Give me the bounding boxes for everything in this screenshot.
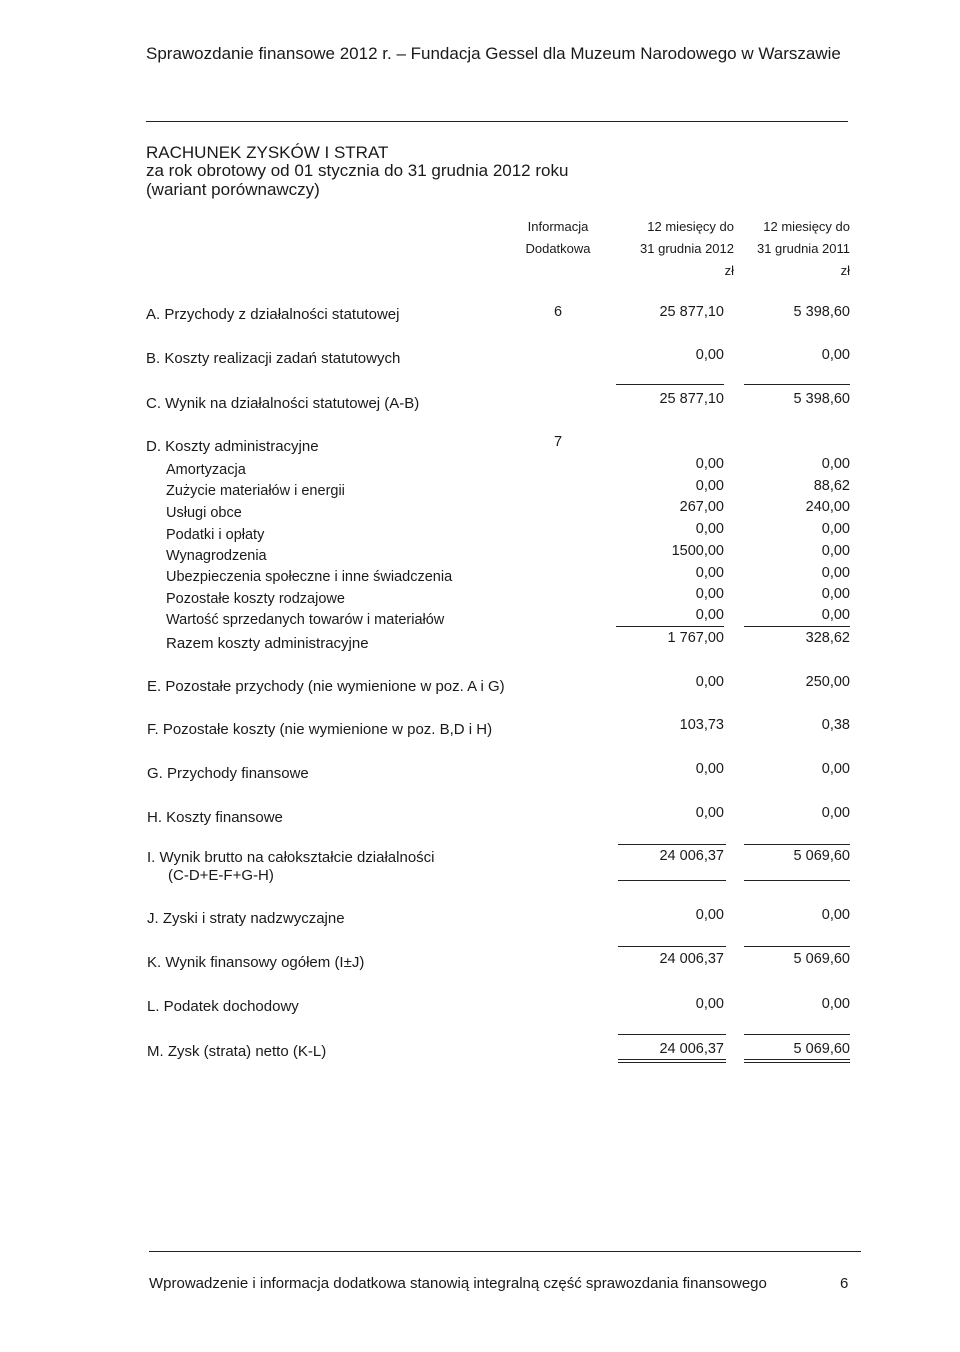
row-l-2011: 0,00 xyxy=(821,996,850,1012)
row-d-note: 7 xyxy=(554,434,563,450)
row-i-label: I. Wynik brutto na całokształcie działalności xyxy=(147,849,435,866)
row-b-2011: 0,00 xyxy=(821,347,850,363)
d-item-label: Zużycie materiałów i energii xyxy=(166,483,345,499)
d-total-2011: 328,62 xyxy=(805,630,850,646)
d-item-2011: 0,00 xyxy=(821,586,850,602)
d-item-2011: 0,00 xyxy=(821,543,850,559)
row-c-label: C. Wynik na działalności statutowej (A-B) xyxy=(146,395,420,412)
d-item-2012: 0,00 xyxy=(695,478,724,494)
footer-divider xyxy=(149,1251,861,1252)
d-item-2011: 240,00 xyxy=(805,499,850,515)
d-item-label: Ubezpieczenia społeczne i inne świadczenia xyxy=(166,569,453,585)
sum-line xyxy=(744,384,850,385)
d-item-2012: 1500,00 xyxy=(671,543,724,559)
row-a-2012: 25 877,10 xyxy=(659,304,724,320)
d-item-2012: 0,00 xyxy=(695,456,724,472)
row-j-label: J. Zyski i straty nadzwyczajne xyxy=(147,910,345,927)
report-title: RACHUNEK ZYSKÓW I STRAT xyxy=(146,143,389,162)
d-item-label: Wynagrodzenia xyxy=(166,548,267,564)
sum-line xyxy=(618,1034,726,1035)
d-total-label: Razem koszty administracyjne xyxy=(166,635,369,652)
d-item-2012: 267,00 xyxy=(679,499,724,515)
row-f-2012: 103,73 xyxy=(679,717,724,733)
row-m-label: M. Zysk (strata) netto (K-L) xyxy=(147,1043,327,1060)
row-j-2012: 0,00 xyxy=(695,907,724,923)
row-k-2011: 5 069,60 xyxy=(793,951,850,967)
row-f-2011: 0,38 xyxy=(821,717,850,733)
d-item-label: Podatki i opłaty xyxy=(166,527,265,543)
row-g-2012: 0,00 xyxy=(695,761,724,777)
row-i-2012: 24 006,37 xyxy=(659,848,724,864)
report-period: za rok obrotowy od 01 stycznia do 31 grudnia 2012 roku xyxy=(146,161,569,180)
report-variant: (wariant porównawczy) xyxy=(146,180,320,199)
row-c-2011: 5 398,60 xyxy=(793,391,850,407)
d-item-2011: 0,00 xyxy=(821,521,850,537)
row-a-2011: 5 398,60 xyxy=(793,304,850,320)
row-h-label: H. Koszty finansowe xyxy=(147,809,283,826)
double-underline xyxy=(618,1062,726,1063)
d-item-2011: 0,00 xyxy=(821,456,850,472)
row-m-2012: 24 006,37 xyxy=(659,1041,724,1057)
d-item-label: Pozostałe koszty rodzajowe xyxy=(166,591,345,607)
row-g-2011: 0,00 xyxy=(821,761,850,777)
row-a-label: A. Przychody z działalności statutowej xyxy=(146,306,400,323)
d-total-2012: 1 767,00 xyxy=(667,630,724,646)
sum-line xyxy=(744,880,850,881)
row-l-2012: 0,00 xyxy=(695,996,724,1012)
d-item-2011: 88,62 xyxy=(813,478,850,494)
column-header-note: Informacja Dodatkowa xyxy=(525,219,591,256)
row-e-2012: 0,00 xyxy=(695,674,724,690)
row-b-label: B. Koszty realizacji zadań statutowych xyxy=(146,350,401,367)
row-g-label: G. Przychody finansowe xyxy=(147,765,309,782)
row-d-label: D. Koszty administracyjne xyxy=(146,438,319,455)
row-i-2011: 5 069,60 xyxy=(793,848,850,864)
d-item-label: Usługi obce xyxy=(166,505,242,521)
row-l-label: L. Podatek dochodowy xyxy=(147,998,299,1015)
sum-line xyxy=(618,880,726,881)
sum-line xyxy=(616,626,724,627)
sum-line xyxy=(744,1034,850,1035)
column-header-2011: 12 miesięcy do 31 grudnia 2011 zł xyxy=(756,219,850,278)
d-item-2012: 0,00 xyxy=(695,607,724,623)
d-item-label: Wartość sprzedanych towarów i materiałów xyxy=(166,612,445,628)
double-underline xyxy=(744,1062,850,1063)
d-item-2011: 0,00 xyxy=(821,565,850,581)
row-e-2011: 250,00 xyxy=(805,674,850,690)
row-m-2011: 5 069,60 xyxy=(793,1041,850,1057)
footer-text: Wprowadzenie i informacja dodatkowa stanowią integralną część sprawozdania finansowego xyxy=(149,1275,767,1292)
page-number: 6 xyxy=(840,1275,849,1292)
row-c-2012: 25 877,10 xyxy=(659,391,724,407)
row-j-2011: 0,00 xyxy=(821,907,850,923)
d-item-2012: 0,00 xyxy=(695,565,724,581)
sum-line xyxy=(744,844,850,845)
double-underline xyxy=(744,1059,850,1060)
header-divider xyxy=(146,121,848,122)
d-item-label: Amortyzacja xyxy=(166,462,246,478)
sum-line xyxy=(744,946,850,947)
row-e-label: E. Pozostałe przychody (nie wymienione w poz. A i G) xyxy=(147,678,505,695)
double-underline xyxy=(618,1059,726,1060)
sum-line xyxy=(744,626,850,627)
d-item-2011: 0,00 xyxy=(821,607,850,623)
row-k-label: K. Wynik finansowy ogółem (I±J) xyxy=(147,954,365,971)
row-f-label: F. Pozostałe koszty (nie wymienione w poz. B,D i H) xyxy=(147,721,493,738)
row-h-2011: 0,00 xyxy=(821,805,850,821)
sum-line xyxy=(616,384,724,385)
sum-line xyxy=(618,946,726,947)
row-b-2012: 0,00 xyxy=(695,347,724,363)
d-item-2012: 0,00 xyxy=(695,521,724,537)
row-k-2012: 24 006,37 xyxy=(659,951,724,967)
row-i-formula: (C-D+E-F+G-H) xyxy=(168,867,274,884)
sum-line xyxy=(618,844,726,845)
row-a-note: 6 xyxy=(554,304,563,320)
column-header-2012: 12 miesięcy do 31 grudnia 2012 zł xyxy=(640,219,734,278)
d-item-2012: 0,00 xyxy=(695,586,724,602)
document-header-title: Sprawozdanie finansowe 2012 r. – Fundacja Gessel dla Muzeum Narodowego w Warszawie xyxy=(146,44,841,63)
row-h-2012: 0,00 xyxy=(695,805,724,821)
